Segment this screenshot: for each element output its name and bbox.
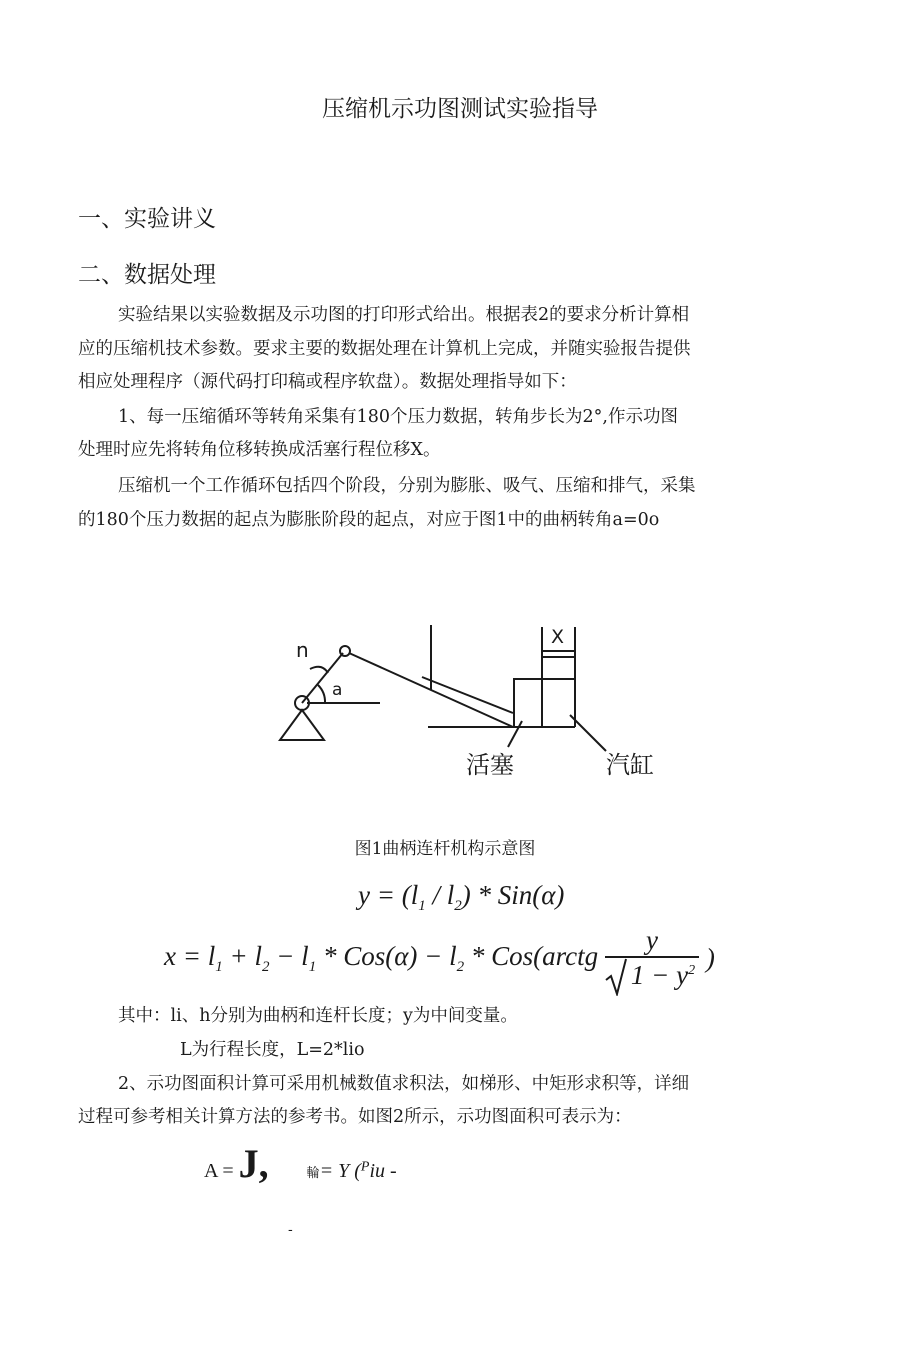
piston (514, 679, 542, 727)
connecting-rod-lower (422, 677, 513, 713)
para2-line2: 的180个压力数据的起点为膨胀阶段的起点，对应于图1中的曲柄转角a=0o (78, 510, 660, 530)
equation-y: $y = (l_1 / l_2) * Sin(\alpha)$ (358, 880, 565, 914)
radical-sign-icon (605, 958, 627, 996)
label-piston: 活塞 (466, 751, 514, 779)
label-a: a (332, 680, 343, 700)
item1-line1: 1、每一压缩循环等转角采集有180个压力数据，转角步长为2°,作示功图 (118, 407, 678, 427)
fraction: $\frac{y}{1 - y^2}$ (605, 925, 699, 991)
para1-line3: 相应处理程序（源代码打印稿或程序软盘）。数据处理指导如下： (78, 372, 577, 392)
section-heading-lecture: 一、实验讲义 (78, 206, 216, 232)
where-line2: L为行程长度，L=2*lio (180, 1040, 365, 1060)
page-title: 压缩机示功图测试实验指导 (322, 96, 598, 122)
label-cylinder: 汽缸 (606, 751, 654, 779)
label-x: X (551, 626, 565, 648)
rotation-arc (310, 667, 328, 673)
square-root: $1 - y^2$ (605, 960, 699, 991)
trailing-dash: - (288, 1222, 293, 1238)
item2-line1: 2、示功图面积计算可采用机械数值求积法，如梯形、中矩形求积等，详细 (118, 1074, 690, 1094)
section-heading-data: 二、数据处理 (78, 262, 216, 288)
stroke-box (542, 657, 575, 679)
area-formula: A = J, 輪= Y ($^P$iu - (204, 1141, 397, 1186)
para2-line1: 压缩机一个工作循环包括四个阶段，分别为膨胀、吸气、压缩和排气，采集 (118, 476, 696, 496)
crank-base (280, 710, 324, 740)
label-n: n (296, 638, 309, 662)
crank-rod-diagram (270, 615, 680, 790)
item2-line2: 过程可参考相关计算方法的参考书。如图2所示，示功图面积可表示为： (78, 1107, 632, 1127)
angle-arc (318, 685, 325, 703)
where-line1: 其中：li、h分别为曲柄和连杆长度；y为中间变量。 (118, 1006, 518, 1026)
cylinder-leader (570, 715, 606, 751)
para1-line2: 应的压缩机技术参数。要求主要的数据处理在计算机上完成，并随实验报告提供 (78, 339, 691, 359)
para1-line1: 实验结果以实验数据及示功图的打印形式给出。根据表2的要求分析计算相 (118, 305, 690, 325)
figure-caption: 图1曲柄连杆机构示意图 (354, 839, 536, 859)
item1-line2: 处理时应先将转角位移转换成活塞行程位移X。 (78, 440, 441, 460)
equation-x: $x = l_1 + l_2 - l_1 * Cos(\alpha) - l_2$ * Cos(arctg $\frac{y}{1 - y^2}$ ) (164, 925, 715, 1005)
crank-pin (340, 646, 350, 656)
